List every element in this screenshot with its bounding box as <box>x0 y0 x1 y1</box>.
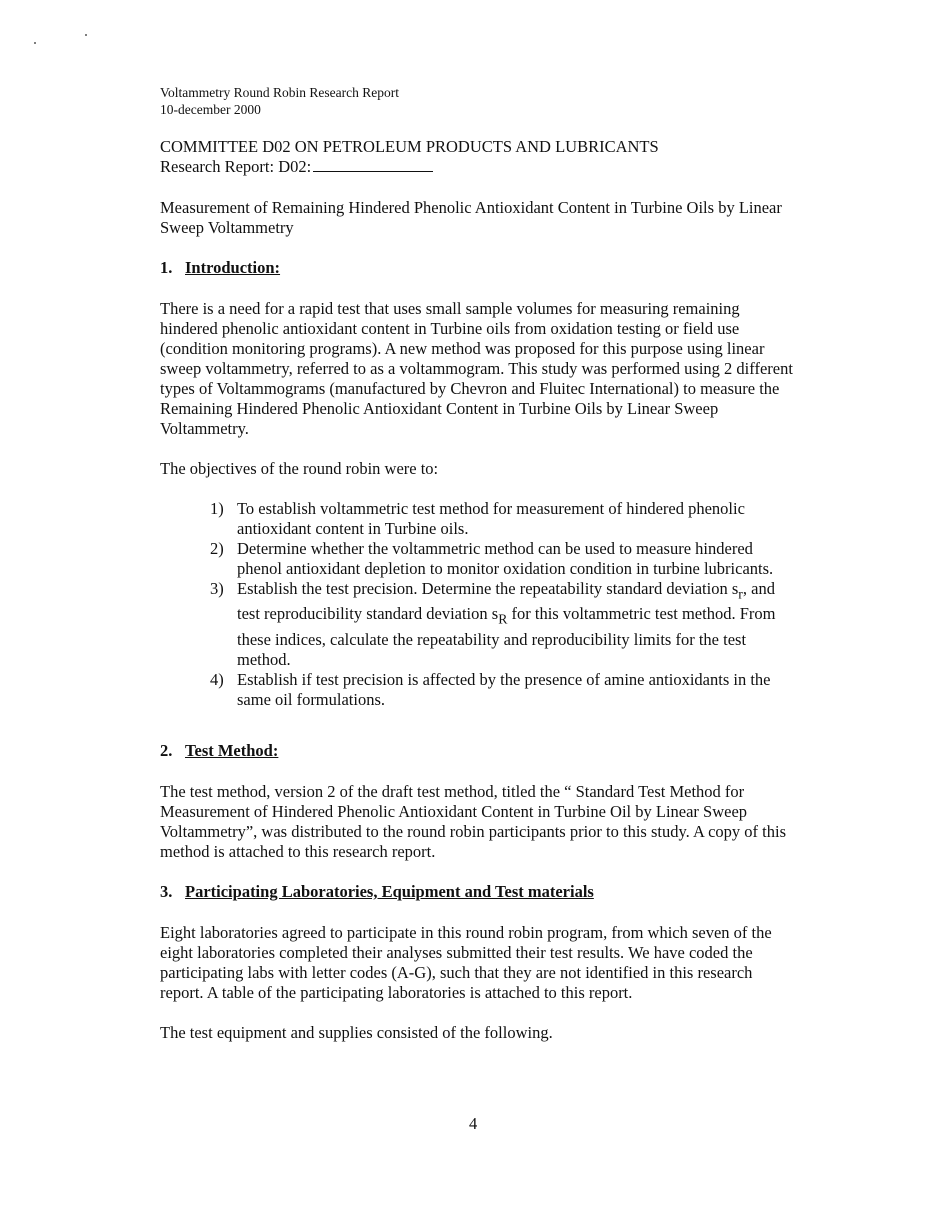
committee-title: COMMITTEE D02 ON PETROLEUM PRODUCTS AND LUBRICANTS <box>160 137 659 156</box>
equipment-paragraph: The test equipment and supplies consisted of the following. <box>160 1023 553 1042</box>
document-title: Measurement of Remaining Hindered Phenolic Antioxidant Content in Turbine Oils by Linear Sweep Voltammetry <box>160 198 782 237</box>
header-title: Voltammetry Round Robin Research Report <box>160 85 399 100</box>
page-number: 4 <box>469 1114 478 1133</box>
item-text: Establish if test precision is affected by the presence of amine antioxidants in the same oil formulations. <box>237 669 771 709</box>
section-number: 2. <box>160 741 173 760</box>
section-heading-participating-labs <box>160 882 594 902</box>
subscript-R: R <box>498 611 508 627</box>
subscript-r: r <box>738 586 743 602</box>
section-number: 3. <box>160 882 173 901</box>
report-number-blank <box>313 157 433 172</box>
header-date: 10-december 2000 <box>160 102 261 117</box>
introduction-paragraph: There is a need for a rapid test that uses small sample volumes for measuring remaining hindered phenolic antioxidant content in Turbine oils from oxidation testing or field use (condition monitoring programs). A new method was proposed for this purpose using linear sweep voltammetry, referred to as a voltammogram. This study was performed using 2 different types of Voltammograms (manufactured by Chevron and Fluitec International) to measure the Remaining Hindered Phenolic Antioxidant Content in Turbine Oils by Linear Sweep Voltammetry. <box>160 299 793 438</box>
objectives-list <box>210 499 800 710</box>
scan-speck <box>34 42 36 44</box>
research-report-line <box>160 157 659 177</box>
item-number: 2) <box>210 539 224 558</box>
item-text: To establish voltammetric test method for measurement of hindered phenolic antioxidant content in Turbine oils. <box>237 499 745 538</box>
scan-speck <box>85 34 87 36</box>
section-title: Participating Laboratories, Equipment and Test materials <box>185 882 594 901</box>
section-number: 1. <box>160 258 173 277</box>
list-item <box>210 579 800 670</box>
section-title: Introduction: <box>185 258 281 277</box>
list-item <box>210 670 800 710</box>
item-text: Establish the test precision. Determine the repeatability standard deviation $s_r$, and test reproducibility standard deviation $s_R$ for this voltammetric test method. From these indices, calculate the repeatability and reproducibility limits for the test method. <box>237 579 776 669</box>
test-method-paragraph: The test method, version 2 of the draft test method, titled the “ Standard Test Method for Measurement of Hindered Phenolic Antioxidant Content in Turbine Oil by Linear Sweep Voltammetry”, was distributed to the round robin participants prior to this study. A copy of this method is attached to this research report. <box>160 782 787 861</box>
committee-block <box>160 137 659 177</box>
section-heading-introduction <box>160 258 280 278</box>
research-report-label: Research Report: D02: <box>160 157 312 176</box>
labs-paragraph: Eight laboratories agreed to participate in this round robin program, from which seven of the eight laboratories completed their analyses submitted their test results. We have coded the participating labs with letter codes (A-G), such that they are not identified in this research report. A table of the participating laboratories is attached to this report. <box>160 923 772 1002</box>
item-text: Determine whether the voltammetric method can be used to measure hindered phenol antioxidant depletion to monitor oxidation condition in turbine lubricants. <box>237 539 774 578</box>
item-number: 1) <box>210 499 224 518</box>
section-heading-test-method <box>160 741 278 761</box>
item-number: 3) <box>210 579 224 598</box>
section-title: Test Method: <box>185 741 279 760</box>
item-number: 4) <box>210 669 224 689</box>
list-item <box>210 539 800 579</box>
report-header <box>160 84 399 118</box>
list-item <box>210 499 800 539</box>
objectives-intro: The objectives of the round robin were to: <box>160 459 439 478</box>
